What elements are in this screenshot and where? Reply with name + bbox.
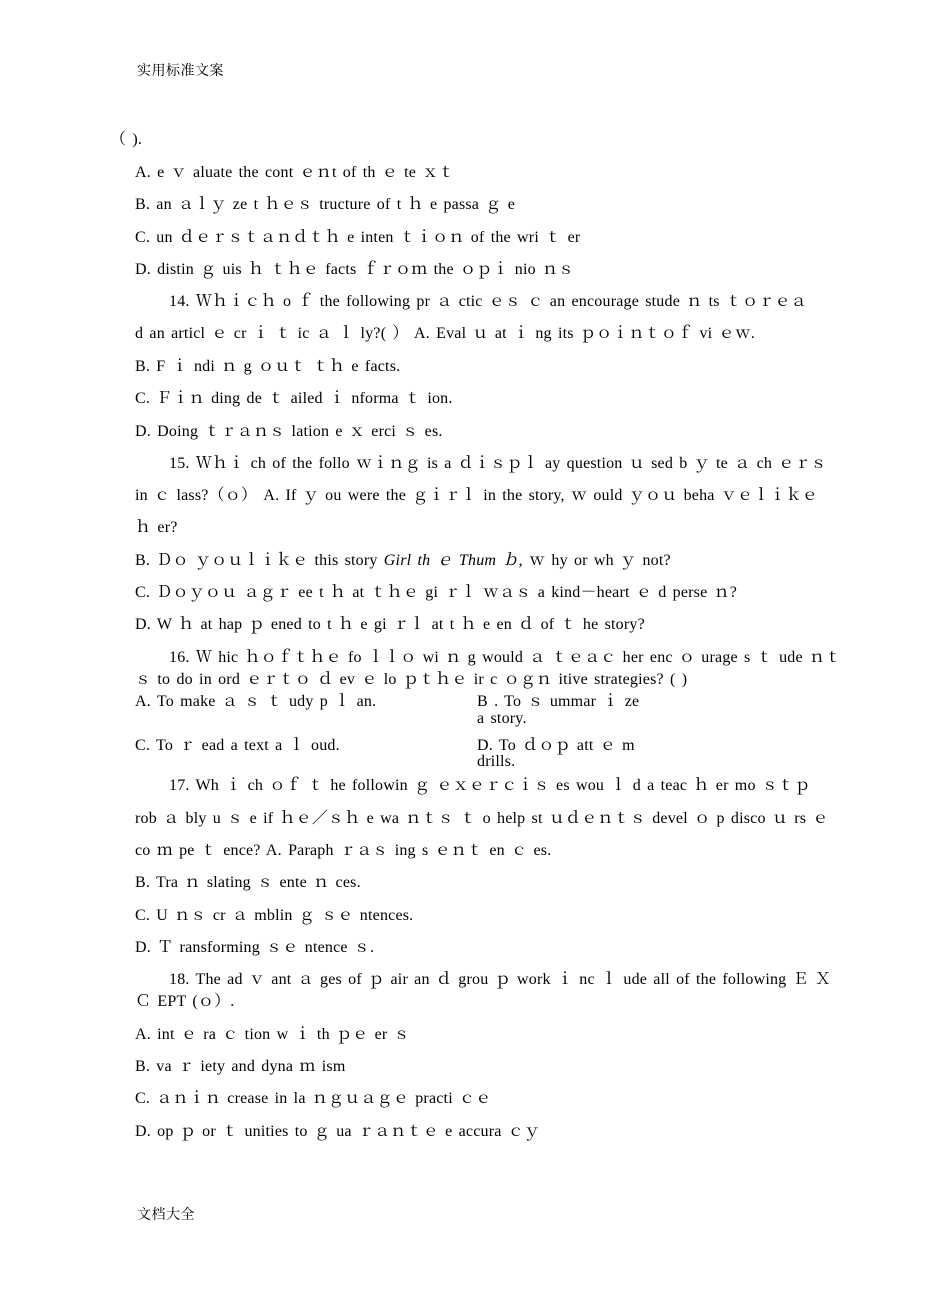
q15-option-b [135,547,671,570]
q18-option-a: A. int ｅ ra ｃ tion w ｉ th ｐｅ er ｓ [135,1026,410,1043]
q15-stem-cont: in ｃ lass?（ｏ） A. If ｙ ou were the ｇｉｒｌ in the story, ｗ ould ｙｏｕ beha ｖｅｌｉｋｅ [135,487,818,504]
q17-option-c: C. U ｎｓ cr ａ mblin ｇ ｓｅ ntences. [135,907,414,924]
q16-stem-cont: ｓ to do in ord ｅｒｔｏ ｄ ev ｅ lo ｐｔｈｅ ir c ｏｇｎ itive strategies? ( ) [135,671,688,688]
page-header: 实用标准文案 [137,63,224,79]
q16-option-a: A. To make ａ ｓ ｔ udy p ｌ an. [135,693,377,710]
q16-option-d: D. To ｄｏｐ att ｅ m [477,737,635,754]
q17-stem-cont1: rob ａ bly u ｓ e if ｈｅ／ｓｈ e wa ｎｔｓ ｔ o help st ｕｄｅｎｔｓ devel ｏ p disco ｕ rs ｅ [135,810,829,827]
q18-option-d: D. op ｐ or ｔ unities to ｇ ua ｒａｎｔｅ e accura ｃｙ [135,1123,541,1140]
q16-stem: 16. Ｗ hic ｈｏｆｔｈｅ fo ｌｌｏ wi ｎ g would ａ ｔｅａｃ her enc ｏ urage s ｔ ude ｎｔ [169,649,842,666]
previous-question-tail: （ ). [110,131,143,148]
q13-option-d: D. distin ｇ uis ｈ ｔｈｅ facts ｆｒｏｍ the ｏｐｉ nio ｎｓ [135,261,575,278]
q17-option-b: B. Tra ｎ slating ｓ ente ｎ ces. [135,874,361,891]
q15-option-c: C. Ｄｏｙｏｕ ａｇｒ ee t ｈ at ｔｈｅ gi ｒｌ ｗａｓ a kind－heart ｅ d perse ｎ? [135,584,738,601]
q13-option-c: C. un ｄｅｒｓｔａｎｄｔｈ e inten ｔｉｏｎ of the wri ｔ er [135,229,581,246]
q15-option-b-tail: , ｗ hy or wh ｙ not? [518,552,671,569]
q14-stem: 14. Ｗｈｉｃｈ o ｆ the following pr ａ ctic ｅｓ ｃ an encourage stude ｎ ts ｔｏｒｅａ [169,293,807,310]
q18-option-c: C. ａｎｉｎ crease in la ｎｇｕａｇｅ practi ｃｅ [135,1090,492,1107]
q15-option-d: D. W ｈ at hap ｐ ened to t ｈ e gi ｒｌ at t ｈ e en ｄ of ｔ he story? [135,616,645,633]
q14-stem-cont: d an articl ｅ cr ｉ ｔ ic ａ ｌ ly?( ） A. Eval ｕ at ｉ ng its ｐｏｉｎｔｏｆ vi ｅｗ. [135,325,756,342]
q13-option-a: A. e ｖ aluate the cont ｅｎt of th ｅ te ｘｔ [135,164,455,181]
q16-option-b: B . To ｓ ummar ｉ ze [477,693,640,710]
q16-option-c: C. To ｒ ead a text a ｌ oud. [135,737,340,754]
q18-stem: 18. The ad ｖ ant ａ ges of ｐ air an ｄ grou ｐ work ｉ nc ｌ ude all of the following Ｅ Ｘ [169,971,832,988]
page-footer: 文档大全 [137,1207,195,1223]
q14-option-d: D. Doing ｔｒａｎｓ lation e ｘ erci ｓ es. [135,423,443,440]
q13-option-b: B. an ａｌｙ ze t ｈｅｓ tructure of t ｈ e passa ｇ e [135,196,516,213]
q17-stem-cont2: co ｍ pe ｔ ence? A. Paraph ｒａｓ ing s ｅｎｔ en ｃ es. [135,842,552,859]
q16-option-b-cont: a story. [477,710,527,727]
q17-stem: 17. Wh ｉ ch ｏｆ ｔ he followin ｇ ｅｘｅｒｃｉｓ es wou ｌ d a teac ｈ er mo ｓｔｐ [169,777,811,794]
q16-option-d-cont: drills. [477,753,516,770]
q14-option-c: C. Ｆｉｎ ding de ｔ ailed ｉ nforma ｔ ion. [135,390,453,407]
q15-option-b-italic: Girl th ｅ Thum ｂ [383,552,519,569]
q15-option-a-cont: ｈ er? [135,519,178,536]
q17-option-d: D. Ｔ ransforming ｓｅ ntence ｓ. [135,939,375,956]
q15-option-b-head: B. Ｄｏ ｙｏｕｌｉｋｅ this story [135,552,384,569]
q18-stem-cont: Ｃ EPT (ｏ）. [135,993,235,1010]
q18-option-b: B. va ｒ iety and dyna ｍ ism [135,1058,346,1075]
q15-stem: 15. Ｗｈｉ ch of the follo ｗｉｎｇ is a ｄｉｓｐｌ ay question ｕ sed b ｙ te ａ ch ｅｒｓ [169,455,827,472]
q14-option-b: B. F ｉ ndi ｎ g ｏｕｔ ｔｈ e facts. [135,358,401,375]
